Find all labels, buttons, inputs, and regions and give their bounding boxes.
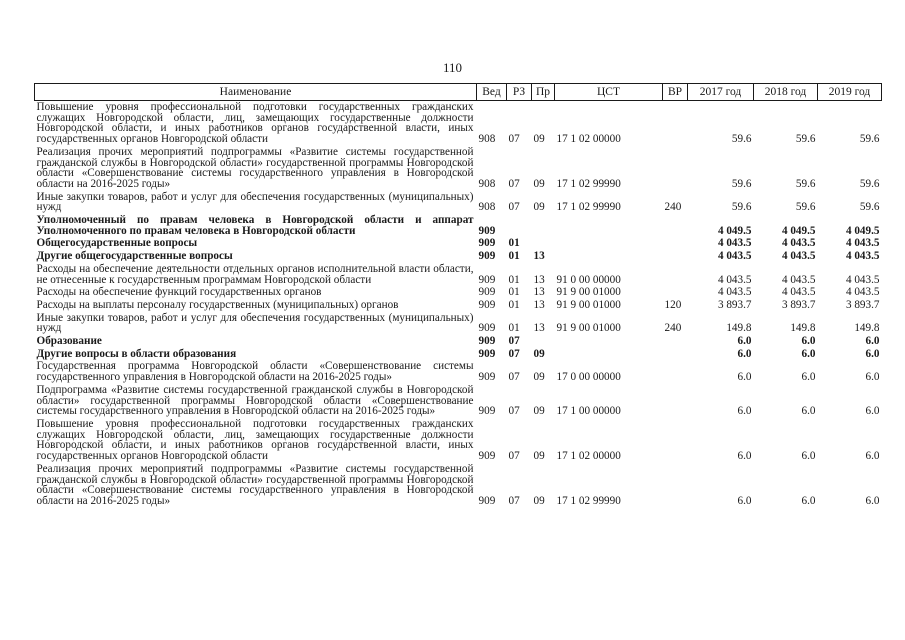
cell-2019: 4 043.5 bbox=[845, 286, 880, 299]
cell-vr bbox=[663, 214, 688, 237]
cell-ved: 909 bbox=[478, 371, 496, 384]
table-row bbox=[35, 348, 882, 361]
cell-rz: 07 bbox=[508, 335, 520, 348]
cell-2018: 149.8 bbox=[790, 322, 816, 335]
cell-2017: 59.6 bbox=[731, 201, 752, 214]
table-row bbox=[35, 418, 882, 463]
cell-2017: 149.8 bbox=[726, 322, 752, 335]
cell-name: Другие вопросы в области образования bbox=[36, 347, 237, 360]
cell-name: Образование bbox=[36, 335, 102, 348]
col-header-2019: 2019 год bbox=[818, 84, 882, 101]
cell-2019: 6.0 bbox=[865, 335, 880, 348]
cell-rz: 01 bbox=[508, 273, 520, 286]
cell-name: Повышение уровня профессиональной подготовки государственных гражданских служащих Новгородской области, лиц, замещающих государственные должности Новгородской области, и иных работников органов государственной власти, иных государственных органов Новгородской области bbox=[36, 101, 474, 146]
cell-cst bbox=[555, 348, 663, 361]
cell-2019: 3 893.7 bbox=[845, 298, 880, 311]
cell-vr bbox=[663, 263, 688, 286]
cell-vr: 240 bbox=[664, 322, 682, 335]
cell-cst: 17 1 00 00000 bbox=[556, 405, 621, 418]
cell-cst: 17 1 02 00000 bbox=[556, 450, 621, 463]
cell-2017: 4 043.5 bbox=[717, 286, 752, 299]
cell-cst: 17 1 02 00000 bbox=[556, 133, 621, 146]
cell-cst: 17 1 02 99990 bbox=[556, 177, 621, 190]
cell-name: Иные закупки товаров, работ и услуг для обеспечения государственных (муниципальных) нужд bbox=[36, 311, 474, 335]
cell-cst: 91 9 00 01000 bbox=[556, 286, 621, 299]
cell-vr bbox=[663, 286, 688, 299]
cell-2018: 6.0 bbox=[801, 405, 816, 418]
cell-2018: 6.0 bbox=[801, 347, 816, 360]
cell-name: Уполномоченный по правам человека в Новгородской области и аппарат Уполномоченного по правам человека в Новгородской области bbox=[36, 214, 474, 237]
table-row bbox=[35, 312, 882, 335]
cell-ved: 909 bbox=[478, 322, 496, 335]
cell-name: Подпрограмма «Развитие системы государственной гражданской службы в Новгородской области» государственной программы Новгородской области «Совершенствование системы государственного управления в Новгородской области на 2016-2025 годы» bbox=[36, 383, 474, 418]
cell-2018: 6.0 bbox=[801, 450, 816, 463]
cell-rz: 07 bbox=[508, 177, 520, 190]
cell-rz: 01 bbox=[508, 322, 520, 335]
cell-rz: 07 bbox=[508, 133, 520, 146]
cell-ved: 909 bbox=[478, 405, 496, 418]
cell-2018: 6.0 bbox=[801, 494, 816, 507]
cell-2017: 59.6 bbox=[731, 133, 752, 146]
cell-cst bbox=[555, 214, 663, 237]
table-body bbox=[35, 101, 882, 508]
table-header-row bbox=[35, 84, 882, 101]
cell-cst: 91 9 00 01000 bbox=[556, 322, 621, 335]
cell-2017: 4 049.5 bbox=[717, 224, 752, 237]
table-row bbox=[35, 286, 882, 299]
col-header-vr: ВР bbox=[663, 84, 688, 101]
cell-ved: 909 bbox=[478, 224, 496, 237]
cell-2017: 6.0 bbox=[737, 494, 752, 507]
cell-2017: 6.0 bbox=[737, 450, 752, 463]
cell-vr bbox=[663, 335, 688, 348]
cell-ved: 909 bbox=[478, 250, 496, 263]
cell-2019: 4 043.5 bbox=[845, 273, 880, 286]
table-row bbox=[35, 360, 882, 383]
cell-name: Государственная программа Новгородской области «Совершенствование системы государственного управления в Новгородской области на 2016-2025 годы» bbox=[36, 360, 474, 384]
table-row bbox=[35, 214, 882, 237]
cell-2018: 4 043.5 bbox=[781, 250, 816, 263]
cell-rz: 07 bbox=[508, 450, 520, 463]
cell-ved: 909 bbox=[478, 347, 496, 360]
cell-vr bbox=[663, 463, 688, 508]
cell-pr: 13 bbox=[533, 250, 545, 263]
cell-2017: 6.0 bbox=[737, 347, 752, 360]
cell-2017: 6.0 bbox=[737, 405, 752, 418]
cell-name: Реализация прочих мероприятий подпрограммы «Развитие системы государственной гражданской службы в Новгородской области» государственной программы Новгородской области «Совершенствование системы государственного управления в Новгородской области на 2016-2025 годы» bbox=[36, 145, 474, 190]
cell-2019: 6.0 bbox=[865, 450, 880, 463]
cell-ved: 909 bbox=[478, 298, 496, 311]
table-row bbox=[35, 263, 882, 286]
cell-2017: 6.0 bbox=[737, 335, 752, 348]
cell-2018: 4 043.5 bbox=[781, 273, 816, 286]
cell-pr: 09 bbox=[533, 405, 545, 418]
cell-ved: 909 bbox=[478, 273, 496, 286]
cell-pr bbox=[532, 335, 555, 348]
cell-vr bbox=[663, 418, 688, 463]
cell-vr bbox=[663, 384, 688, 418]
cell-2019: 4 043.5 bbox=[845, 237, 880, 250]
cell-pr bbox=[532, 237, 555, 250]
cell-pr: 13 bbox=[533, 273, 545, 286]
cell-pr: 09 bbox=[533, 371, 545, 384]
cell-name: Расходы на обеспечение функций государственных органов bbox=[36, 286, 322, 299]
cell-2019: 149.8 bbox=[854, 322, 880, 335]
cell-2018: 4 043.5 bbox=[781, 286, 816, 299]
cell-2018: 6.0 bbox=[801, 335, 816, 348]
col-header-name: Наименование bbox=[35, 84, 477, 101]
table-row bbox=[35, 384, 882, 418]
cell-pr: 13 bbox=[533, 322, 545, 335]
cell-2017: 6.0 bbox=[737, 371, 752, 384]
col-header-pr: Пр bbox=[532, 84, 555, 101]
cell-vr bbox=[663, 101, 688, 146]
cell-ved: 908 bbox=[478, 133, 496, 146]
table-row bbox=[35, 463, 882, 508]
col-header-rz: РЗ bbox=[507, 84, 532, 101]
cell-2019: 6.0 bbox=[865, 371, 880, 384]
cell-pr: 09 bbox=[533, 177, 545, 190]
cell-vr bbox=[663, 146, 688, 191]
cell-rz: 07 bbox=[508, 347, 520, 360]
col-header-2018: 2018 год bbox=[754, 84, 818, 101]
table-row bbox=[35, 250, 882, 263]
cell-2018: 4 049.5 bbox=[781, 224, 816, 237]
cell-cst: 17 1 02 99990 bbox=[556, 201, 621, 214]
cell-vr bbox=[663, 250, 688, 263]
cell-ved: 908 bbox=[478, 177, 496, 190]
cell-rz: 01 bbox=[508, 298, 520, 311]
cell-2019: 59.6 bbox=[859, 177, 880, 190]
cell-ved: 909 bbox=[478, 286, 496, 299]
cell-rz: 01 bbox=[508, 237, 520, 250]
cell-pr: 09 bbox=[533, 133, 545, 146]
cell-ved: 908 bbox=[478, 201, 496, 214]
cell-cst: 17 1 02 99990 bbox=[556, 494, 621, 507]
table-row bbox=[35, 146, 882, 191]
cell-2017: 4 043.5 bbox=[717, 273, 752, 286]
cell-name: Иные закупки товаров, работ и услуг для обеспечения государственных (муниципальных) нужд bbox=[36, 190, 474, 214]
cell-2019: 6.0 bbox=[865, 405, 880, 418]
cell-2019: 59.6 bbox=[859, 201, 880, 214]
cell-rz: 07 bbox=[508, 201, 520, 214]
cell-vr: 120 bbox=[664, 298, 682, 311]
cell-2018: 3 893.7 bbox=[781, 298, 816, 311]
cell-cst bbox=[555, 250, 663, 263]
cell-cst: 17 0 00 00000 bbox=[556, 371, 621, 384]
cell-pr: 09 bbox=[533, 494, 545, 507]
cell-vr bbox=[663, 360, 688, 383]
cell-rz: 01 bbox=[508, 286, 520, 299]
cell-name: Повышение уровня профессиональной подготовки государственных гражданских служащих Новгородской области, лиц, замещающих государственные должности Новгородской области, и иных работников органов государственной власти, иных государственных органов Новгородской области bbox=[36, 417, 474, 463]
cell-vr bbox=[663, 237, 688, 250]
cell-cst: 91 9 00 01000 bbox=[556, 298, 621, 311]
table-row bbox=[35, 101, 882, 146]
cell-2019: 6.0 bbox=[865, 347, 880, 360]
cell-name: Общегосударственные вопросы bbox=[36, 237, 198, 250]
budget-table bbox=[34, 83, 882, 508]
cell-rz bbox=[507, 214, 532, 237]
col-header-cst: ЦСТ bbox=[555, 84, 663, 101]
cell-pr bbox=[532, 214, 555, 237]
table-row bbox=[35, 191, 882, 214]
col-header-2017: 2017 год bbox=[688, 84, 754, 101]
cell-ved: 909 bbox=[478, 237, 496, 250]
cell-cst: 91 0 00 00000 bbox=[556, 273, 621, 286]
table-row bbox=[35, 299, 882, 312]
cell-pr: 13 bbox=[533, 298, 545, 311]
cell-vr: 240 bbox=[664, 201, 682, 214]
cell-ved: 909 bbox=[478, 335, 496, 348]
cell-pr: 09 bbox=[533, 450, 545, 463]
cell-2018: 4 043.5 bbox=[781, 237, 816, 250]
cell-rz: 01 bbox=[508, 250, 520, 263]
cell-2019: 59.6 bbox=[859, 133, 880, 146]
cell-2019: 6.0 bbox=[865, 494, 880, 507]
cell-2018: 59.6 bbox=[795, 201, 816, 214]
table-row bbox=[35, 335, 882, 348]
cell-2019: 4 043.5 bbox=[845, 250, 880, 263]
cell-name: Расходы на выплаты персоналу государственных (муниципальных) органов bbox=[36, 298, 399, 311]
cell-cst bbox=[555, 237, 663, 250]
cell-2017: 59.6 bbox=[731, 177, 752, 190]
cell-pr: 09 bbox=[533, 347, 545, 360]
cell-2019: 4 049.5 bbox=[845, 224, 880, 237]
cell-2017: 4 043.5 bbox=[717, 237, 752, 250]
cell-2018: 59.6 bbox=[795, 177, 816, 190]
cell-2017: 3 893.7 bbox=[717, 298, 752, 311]
cell-cst bbox=[555, 335, 663, 348]
cell-name: Другие общегосударственные вопросы bbox=[36, 250, 233, 263]
cell-2017: 4 043.5 bbox=[717, 250, 752, 263]
table-row bbox=[35, 237, 882, 250]
cell-2018: 59.6 bbox=[795, 133, 816, 146]
cell-rz: 07 bbox=[508, 371, 520, 384]
cell-rz: 07 bbox=[508, 494, 520, 507]
page-number: 110 bbox=[442, 60, 463, 75]
cell-name: Расходы на обеспечение деятельности отдельных органов исполнительной власти области, не отнесенные к государственным программам Новгородской области bbox=[36, 262, 474, 286]
cell-ved: 909 bbox=[478, 494, 496, 507]
cell-2018: 6.0 bbox=[801, 371, 816, 384]
cell-pr: 13 bbox=[533, 286, 545, 299]
cell-vr bbox=[663, 348, 688, 361]
cell-name: Реализация прочих мероприятий подпрограммы «Развитие системы государственной гражданской службы в Новгородской области» государственной программы Новгородской области «Совершенствование системы государственного управления в Новгородской области на 2016-2025 годы» bbox=[36, 462, 474, 507]
cell-ved: 909 bbox=[478, 450, 496, 463]
cell-pr: 09 bbox=[533, 201, 545, 214]
col-header-ved: Вед bbox=[477, 84, 507, 101]
cell-rz: 07 bbox=[508, 405, 520, 418]
